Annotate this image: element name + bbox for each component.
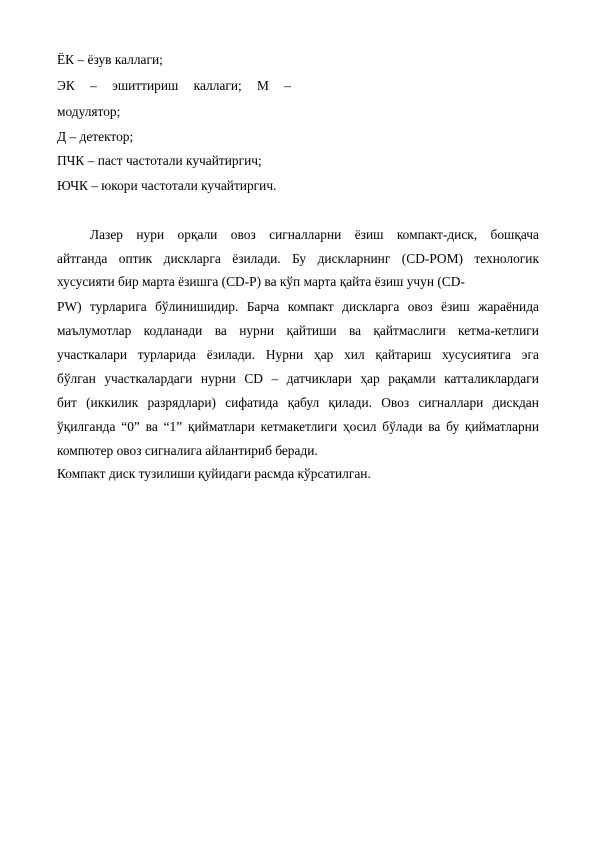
word: турларига: [89, 299, 147, 314]
word: сигналларни: [269, 227, 342, 242]
word: жараёнида: [478, 299, 539, 314]
word: Лазер: [90, 227, 123, 242]
word: ва: [214, 323, 227, 338]
word: маълумотлар: [57, 323, 132, 338]
word: ўқилганда: [57, 419, 116, 434]
paragraph-line-2: [57, 251, 539, 267]
word: эшиттириш: [112, 78, 179, 93]
word: бўлган: [57, 371, 96, 386]
paragraph-line-3: хусусияти бир марта ёзишга (CD-Р) ва кўп марта қайта ёзиш учун (CD-: [57, 274, 465, 289]
word: –: [284, 78, 291, 93]
word: қайтмаслиги: [373, 323, 446, 338]
word: катталиклардаги: [444, 371, 539, 386]
word: датчиклари: [286, 371, 352, 386]
paragraph-line-7: [57, 371, 539, 387]
word: бўлади: [382, 419, 423, 434]
paragraph-line-6: [57, 347, 539, 363]
word: хусусиятига: [441, 347, 512, 362]
word: хил: [344, 347, 365, 362]
word: бўлинишидир.: [155, 299, 239, 314]
word: қийматларни: [465, 419, 539, 434]
word: турларида: [137, 347, 196, 362]
word: ва: [428, 419, 441, 434]
word: сигналлари: [418, 395, 484, 410]
paragraph-line-8: [57, 395, 539, 411]
word: дискларнинг: [317, 251, 391, 266]
word: каллаги;: [193, 78, 242, 93]
paragraph-line-9: [57, 419, 539, 435]
word: нури: [136, 227, 165, 242]
word: қайтариш: [375, 347, 432, 362]
legend-line-5: ПЧК – паст частотали кучайтиргич;: [57, 153, 262, 168]
word: рақамли: [388, 371, 436, 386]
word: ва: [145, 419, 158, 434]
word: сифатида: [225, 395, 279, 410]
word: ҳосил: [342, 419, 377, 434]
word: кетмакетлиги: [260, 419, 338, 434]
word: ёзиш: [354, 227, 384, 242]
word: ёзиш: [441, 299, 470, 314]
word: участкалардаги: [104, 371, 193, 386]
word: нурни: [200, 371, 236, 386]
word: бошқача: [490, 227, 539, 242]
word: (CD-РОМ): [401, 251, 463, 266]
legend-line-2: [57, 78, 291, 94]
word: М: [257, 78, 269, 93]
word: ёзилади.: [206, 347, 256, 362]
word: қилади.: [328, 395, 372, 410]
word: ЭК: [57, 78, 75, 93]
word: овоз: [407, 299, 433, 314]
word: ва: [348, 323, 362, 338]
closing-sentence: Компакт диск тузилиши қуйидаги расмда кўрсатилган.: [57, 466, 371, 481]
word: қийматлари: [188, 419, 255, 434]
word: Нурни: [265, 347, 304, 362]
word: бит: [57, 395, 77, 410]
word: PW): [57, 299, 82, 314]
word: Барча: [246, 299, 280, 314]
legend-line-4: Д – детектор;: [57, 129, 134, 144]
paragraph-line-5: [57, 323, 539, 339]
word: овоз: [230, 227, 256, 242]
word: дискларга: [163, 251, 221, 266]
word: ҳар: [360, 371, 380, 386]
word: эга: [521, 347, 539, 362]
word: Овоз: [381, 395, 410, 410]
paragraph-line-1: [90, 227, 539, 243]
word: технологик: [474, 251, 539, 266]
word: қайтиши: [286, 323, 337, 338]
word: разрядлари): [147, 395, 216, 410]
word: –: [90, 78, 97, 93]
word: (иккилик: [86, 395, 139, 410]
word: Бу: [292, 251, 307, 266]
paragraph-line-10: компютер овоз сигналига айлантириб беради.: [57, 443, 318, 458]
word: компакт-диск,: [396, 227, 478, 242]
word: CD: [244, 371, 263, 386]
word: “1”: [163, 419, 183, 434]
word: бу: [446, 419, 460, 434]
word: қабул: [287, 395, 320, 410]
word: участкалари: [57, 347, 128, 362]
word: кетма-кетлиги: [458, 323, 539, 338]
word: компакт: [287, 299, 334, 314]
legend-line-1: ЁК – ёзув каллаги;: [57, 52, 163, 67]
word: ҳар: [314, 347, 334, 362]
word: айтганда: [57, 251, 108, 266]
word: нурни: [239, 323, 275, 338]
legend-line-3: модулятор;: [57, 104, 121, 119]
word: дискларга: [342, 299, 400, 314]
paragraph-line-4: [57, 299, 539, 315]
word: –: [271, 371, 279, 386]
word: кодланади: [143, 323, 203, 338]
legend-line-6: ЮЧК – юкори частотали кучайтиргич.: [57, 178, 277, 193]
word: орқали: [177, 227, 218, 242]
word: ёзилади.: [232, 251, 281, 266]
word: дискдан: [492, 395, 539, 410]
word: оптик: [118, 251, 153, 266]
word: “0”: [121, 419, 140, 434]
